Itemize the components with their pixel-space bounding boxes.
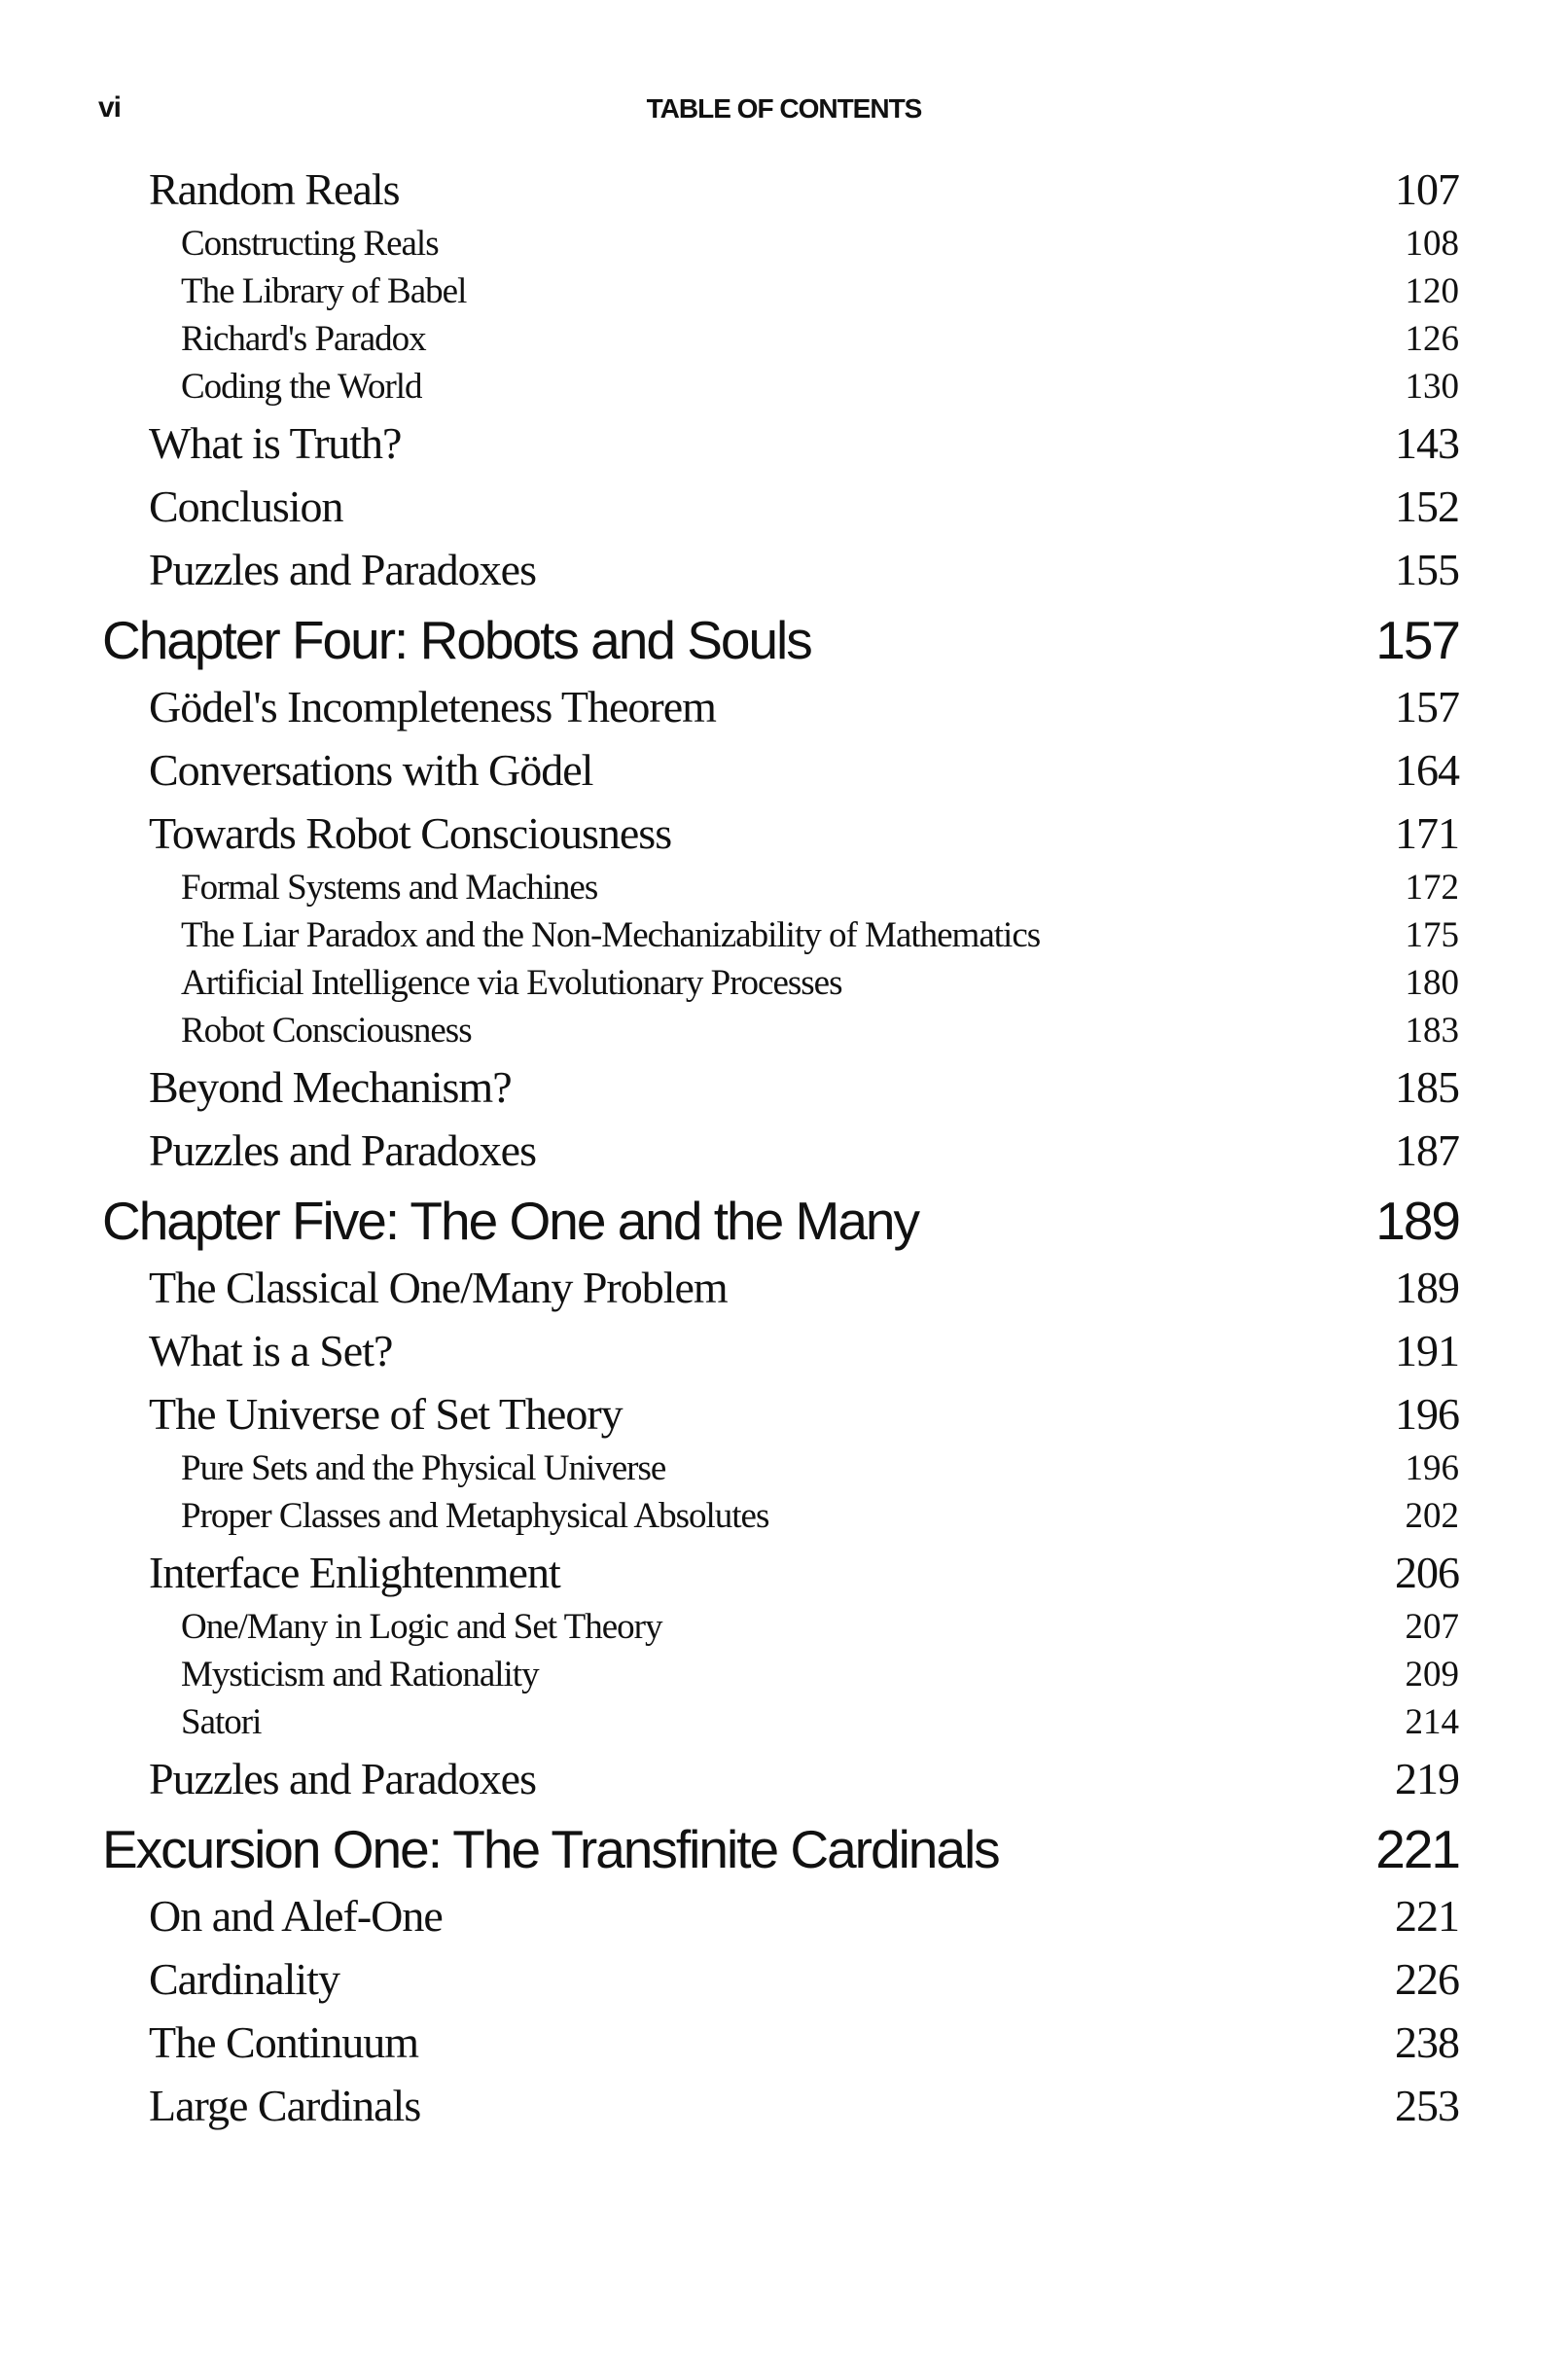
- toc-entry-chapter: [0, 1180, 1568, 1254]
- page-number: vi: [98, 91, 122, 124]
- toc-entry-page-number: 221: [1375, 1819, 1459, 1879]
- toc-entry-chapter: [0, 599, 1568, 673]
- toc-entry-section: [0, 736, 1568, 800]
- toc-entry-page-number: 187: [1395, 1125, 1459, 1175]
- toc-entry-page-number: 202: [1405, 1496, 1459, 1536]
- toc-entry-sub: [0, 1491, 1568, 1539]
- toc-entry-page-number: 157: [1375, 610, 1459, 670]
- toc-entry-page-number: 221: [1395, 1891, 1459, 1941]
- toc-entry-section: [0, 1380, 1568, 1444]
- toc-entry-page-number: 164: [1395, 745, 1459, 795]
- toc-entry-sub: [0, 910, 1568, 958]
- toc-entry-page-number: 238: [1395, 2017, 1459, 2067]
- toc-entry-page-number: 196: [1395, 1389, 1459, 1439]
- toc-entry-title: Mysticism and Rationality: [181, 1655, 539, 1694]
- toc-entry-title: The Liar Paradox and the Non-Mechanizability of Mathematics: [181, 915, 1041, 955]
- toc-entry-sub: [0, 958, 1568, 1006]
- toc-entry-sub: [0, 1650, 1568, 1697]
- toc-entry-title: What is a Set?: [149, 1326, 393, 1375]
- toc-entry-sub: [0, 362, 1568, 410]
- toc-entry-section: [0, 1539, 1568, 1602]
- toc-entry-section: [0, 1945, 1568, 2009]
- toc-entry-chapter: [0, 1808, 1568, 1882]
- toc-entry-title: Formal Systems and Machines: [181, 868, 598, 908]
- toc-entry-title: Proper Classes and Metaphysical Absolutes: [181, 1496, 769, 1536]
- toc-entry-title: Interface Enlightenment: [149, 1548, 560, 1597]
- toc-entry-title: Towards Robot Consciousness: [149, 808, 672, 858]
- toc-entry-section: [0, 1317, 1568, 1380]
- toc-entry-page-number: 155: [1395, 545, 1459, 594]
- toc-entry-section: [0, 1882, 1568, 1945]
- toc-entry-page-number: 253: [1395, 2081, 1459, 2130]
- toc-entry-sub: [0, 1006, 1568, 1053]
- toc-entry-page-number: 157: [1395, 682, 1459, 731]
- toc-entry-title: Satori: [181, 1702, 262, 1742]
- toc-entry-sub: [0, 863, 1568, 910]
- toc-entry-title: On and Alef-One: [149, 1891, 443, 1941]
- toc-entry-section: [0, 673, 1568, 736]
- toc-entry-sub: [0, 219, 1568, 267]
- toc-entry-section: [0, 410, 1568, 473]
- toc-entry-page-number: 206: [1395, 1548, 1459, 1597]
- toc-entry-title: Pure Sets and the Physical Universe: [181, 1448, 666, 1488]
- toc-entry-page-number: 183: [1405, 1011, 1459, 1051]
- toc-entry-title: The Universe of Set Theory: [149, 1389, 623, 1439]
- toc-entry-page-number: 191: [1395, 1326, 1459, 1375]
- toc-entry-page-number: 120: [1405, 271, 1459, 311]
- toc-entry-title: The Continuum: [149, 2017, 419, 2067]
- toc-entry-title: Conclusion: [149, 482, 343, 531]
- toc-entry-title: Beyond Mechanism?: [149, 1062, 512, 1112]
- toc-entry-section: [0, 1053, 1568, 1117]
- toc-entry-sub: [0, 1697, 1568, 1745]
- toc-entry-title: Puzzles and Paradoxes: [149, 1125, 536, 1175]
- toc-entry-page-number: 214: [1405, 1702, 1459, 1742]
- toc-entry-page-number: 209: [1405, 1655, 1459, 1694]
- toc-entry-title: Excursion One: The Transfinite Cardinals: [102, 1819, 999, 1879]
- toc-entry-title: Constructing Reals: [181, 224, 439, 264]
- toc-entry-page-number: 130: [1405, 367, 1459, 407]
- toc-entry-page-number: 226: [1395, 1954, 1459, 2004]
- toc-entry-sub: [0, 1444, 1568, 1491]
- toc-entry-page-number: 126: [1405, 319, 1459, 359]
- toc-entry-title: The Classical One/Many Problem: [149, 1263, 728, 1312]
- toc-entry-title: Cardinality: [149, 1954, 339, 2004]
- toc-entry-page-number: 180: [1405, 963, 1459, 1003]
- toc-entry-page-number: 207: [1405, 1607, 1459, 1647]
- toc-entry-page-number: 152: [1395, 482, 1459, 531]
- toc-entry-sub: [0, 267, 1568, 314]
- toc-entry-page-number: 108: [1405, 224, 1459, 264]
- toc-entry-page-number: 219: [1395, 1754, 1459, 1803]
- toc-entry-page-number: 172: [1405, 868, 1459, 908]
- toc-entry-page-number: 185: [1395, 1062, 1459, 1112]
- page-header: [0, 91, 1568, 130]
- toc-entry-sub: [0, 314, 1568, 362]
- toc-entry-title: Artificial Intelligence via Evolutionary Processes: [181, 963, 842, 1003]
- toc-entry-page-number: 196: [1405, 1448, 1459, 1488]
- toc-entry-section: [0, 473, 1568, 536]
- toc-entry-section: [0, 536, 1568, 599]
- toc-entry-title: Chapter Five: The One and the Many: [102, 1191, 918, 1251]
- toc-entry-title: One/Many in Logic and Set Theory: [181, 1607, 662, 1647]
- toc-entry-title: Coding the World: [181, 367, 422, 407]
- toc-entry-title: Large Cardinals: [149, 2081, 421, 2130]
- table-of-contents: [0, 156, 1568, 2135]
- toc-entry-section: [0, 800, 1568, 863]
- toc-entry-title: Random Reals: [149, 164, 400, 214]
- toc-entry-section: [0, 1254, 1568, 1317]
- toc-entry-section: [0, 156, 1568, 219]
- toc-entry-title: The Library of Babel: [181, 271, 467, 311]
- toc-entry-section: [0, 1745, 1568, 1808]
- toc-entry-title: Gödel's Incompleteness Theorem: [149, 682, 716, 731]
- toc-entry-section: [0, 2072, 1568, 2135]
- running-head: TABLE OF CONTENTS: [646, 93, 922, 124]
- toc-entry-section: [0, 2009, 1568, 2072]
- toc-entry-page-number: 171: [1395, 808, 1459, 858]
- toc-entry-title: Conversations with Gödel: [149, 745, 593, 795]
- toc-entry-section: [0, 1117, 1568, 1180]
- toc-entry-page-number: 175: [1405, 915, 1459, 955]
- toc-entry-title: Puzzles and Paradoxes: [149, 545, 536, 594]
- toc-entry-title: Robot Consciousness: [181, 1011, 472, 1051]
- toc-entry-title: Puzzles and Paradoxes: [149, 1754, 536, 1803]
- toc-entry-page-number: 189: [1375, 1191, 1459, 1251]
- toc-entry-page-number: 143: [1395, 418, 1459, 468]
- toc-entry-title: Richard's Paradox: [181, 319, 426, 359]
- toc-entry-title: What is Truth?: [149, 418, 402, 468]
- toc-entry-sub: [0, 1602, 1568, 1650]
- toc-entry-page-number: 189: [1395, 1263, 1459, 1312]
- toc-entry-page-number: 107: [1395, 164, 1459, 214]
- toc-entry-title: Chapter Four: Robots and Souls: [102, 610, 811, 670]
